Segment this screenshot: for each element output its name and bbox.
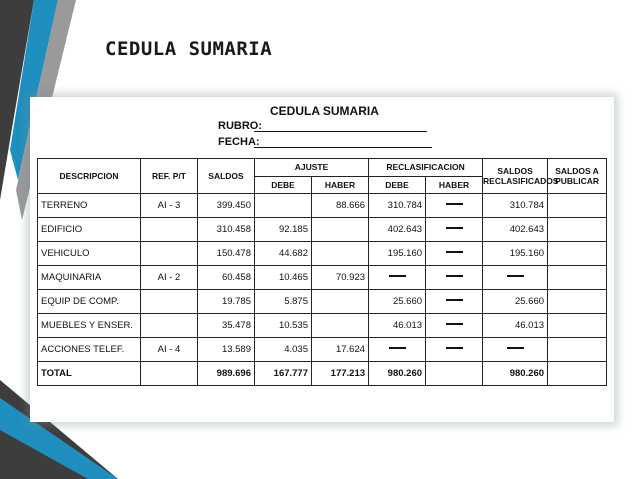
cell-reclas-debe: 195.160 [369, 242, 426, 266]
header-saldos: SALDOS [198, 159, 255, 194]
cell-reclas-debe: 402.643 [369, 218, 426, 242]
cedula-table [37, 158, 607, 386]
cell-ref: AI - 3 [141, 194, 198, 218]
cell-total-saldos-publicar [548, 362, 607, 386]
cell-ajuste-haber: 70.923 [312, 266, 369, 290]
cell-ref [141, 242, 198, 266]
table-row [38, 266, 607, 290]
header-descripcion: DESCRIPCION [38, 159, 141, 194]
cell-saldos-publicar [548, 218, 607, 242]
dash-mark [389, 275, 406, 277]
cell-total-ajuste-haber: 177.213 [312, 362, 369, 386]
cell-ref [141, 314, 198, 338]
cell-total-ajuste-debe: 167.777 [255, 362, 312, 386]
cell-saldos-publicar [548, 266, 607, 290]
fecha-label: FECHA: [218, 136, 260, 148]
dash-mark [446, 203, 463, 205]
cedula-document [30, 97, 614, 422]
cell-reclas-debe [369, 338, 426, 362]
cell-ajuste-haber: 17.624 [312, 338, 369, 362]
fecha-line [254, 147, 432, 148]
header-ref: REF. P/T [141, 159, 198, 194]
rubro-line [254, 131, 427, 132]
dash-mark [446, 227, 463, 229]
cell-saldos-publicar [548, 242, 607, 266]
cell-total-saldos: 989.696 [198, 362, 255, 386]
cell-ajuste-haber [312, 290, 369, 314]
cell-descripcion: EDIFICIO [38, 218, 141, 242]
header-saldos-publicar [548, 159, 607, 194]
cell-reclas-debe: 46.013 [369, 314, 426, 338]
table-row [38, 338, 607, 362]
cell-reclas-haber [426, 242, 483, 266]
cell-descripcion: ACCIONES TELEF. [38, 338, 141, 362]
table-row [38, 314, 607, 338]
cell-ref [141, 362, 198, 386]
dash-mark [446, 275, 463, 277]
table-row [38, 194, 607, 218]
cell-saldos-publicar [548, 314, 607, 338]
cell-ajuste-debe: 92.185 [255, 218, 312, 242]
cell-reclas-haber [426, 314, 483, 338]
document-header [30, 97, 614, 155]
header-ajuste-debe: DEBE [255, 176, 312, 194]
table-row [38, 218, 607, 242]
cell-reclas-haber [426, 218, 483, 242]
cell-total-label: TOTAL [38, 362, 141, 386]
header-saldos-reclasificados [483, 159, 559, 194]
dash-mark [446, 323, 463, 325]
cell-total-saldos-reclasificados: 980.260 [483, 362, 548, 386]
cell-reclas-debe: 25.660 [369, 290, 426, 314]
cell-ajuste-haber [312, 242, 369, 266]
cell-saldos-reclasificados: 195.160 [483, 242, 548, 266]
cell-saldos-reclasificados: 46.013 [483, 314, 548, 338]
cell-ajuste-debe: 44.682 [255, 242, 312, 266]
header-saldos-publicar-line2: PUBLICAR [555, 176, 599, 186]
table-row [38, 290, 607, 314]
cell-ajuste-haber [312, 218, 369, 242]
cell-ref [141, 290, 198, 314]
cell-reclas-haber [426, 290, 483, 314]
cell-ref: AI - 2 [141, 266, 198, 290]
cell-ajuste-haber [312, 314, 369, 338]
cell-descripcion: MAQUINARIA [38, 266, 141, 290]
cell-ajuste-haber: 88.666 [312, 194, 369, 218]
cell-descripcion: TERRENO [38, 194, 141, 218]
cell-total-reclas-debe: 980.260 [369, 362, 426, 386]
cell-saldos: 35.478 [198, 314, 255, 338]
header-saldos-reclasificados-line1: SALDOS [497, 166, 533, 176]
cell-saldos: 310.458 [198, 218, 255, 242]
cell-saldos-reclasificados [483, 338, 548, 362]
cell-saldos-publicar [548, 194, 607, 218]
cell-saldos-publicar [548, 338, 607, 362]
table-row-total [38, 362, 607, 386]
cell-descripcion: EQUIP DE COMP. [38, 290, 141, 314]
cell-reclas-haber [426, 338, 483, 362]
cell-saldos: 19.785 [198, 290, 255, 314]
dash-mark [446, 251, 463, 253]
cell-saldos: 60.458 [198, 266, 255, 290]
cell-saldos-reclasificados: 402.643 [483, 218, 548, 242]
cell-ajuste-debe: 5.875 [255, 290, 312, 314]
dash-mark [507, 275, 524, 277]
cell-ref [141, 218, 198, 242]
cell-saldos: 150.478 [198, 242, 255, 266]
header-reclasificacion: RECLASIFICACION [369, 159, 483, 177]
table-row [38, 242, 607, 266]
cell-saldos-reclasificados: 310.784 [483, 194, 548, 218]
cell-reclas-debe [369, 266, 426, 290]
header-ajuste: AJUSTE [255, 159, 369, 177]
dash-mark [446, 347, 463, 349]
cell-reclas-haber [426, 266, 483, 290]
cell-saldos-reclasificados [483, 266, 548, 290]
cell-ref: AI - 4 [141, 338, 198, 362]
dash-mark [389, 347, 406, 349]
cell-saldos: 13.589 [198, 338, 255, 362]
cell-descripcion: VEHICULO [38, 242, 141, 266]
cell-saldos-reclasificados: 25.660 [483, 290, 548, 314]
rubro-label: RUBRO: [218, 120, 262, 132]
dash-mark [507, 347, 524, 349]
header-reclas-haber: HABER [426, 176, 483, 194]
header-saldos-publicar-line1: SALDOS A [555, 166, 599, 176]
slide-title: CEDULA SUMARIA [105, 38, 273, 60]
cell-descripcion: MUEBLES Y ENSER. [38, 314, 141, 338]
header-saldos-reclasificados-line2: RECLASIFICADOS [483, 176, 559, 186]
cell-reclas-haber [426, 194, 483, 218]
cell-ajuste-debe: 4.035 [255, 338, 312, 362]
header-reclas-debe: DEBE [369, 176, 426, 194]
cell-total-reclas-haber [426, 362, 483, 386]
cell-ajuste-debe [255, 194, 312, 218]
dash-mark [446, 299, 463, 301]
header-ajuste-haber: HABER [312, 176, 369, 194]
document-title: CEDULA SUMARIA [270, 104, 379, 118]
cell-ajuste-debe: 10.535 [255, 314, 312, 338]
cell-ajuste-debe: 10.465 [255, 266, 312, 290]
cell-reclas-debe: 310.784 [369, 194, 426, 218]
cell-saldos-publicar [548, 290, 607, 314]
cell-saldos: 399.450 [198, 194, 255, 218]
